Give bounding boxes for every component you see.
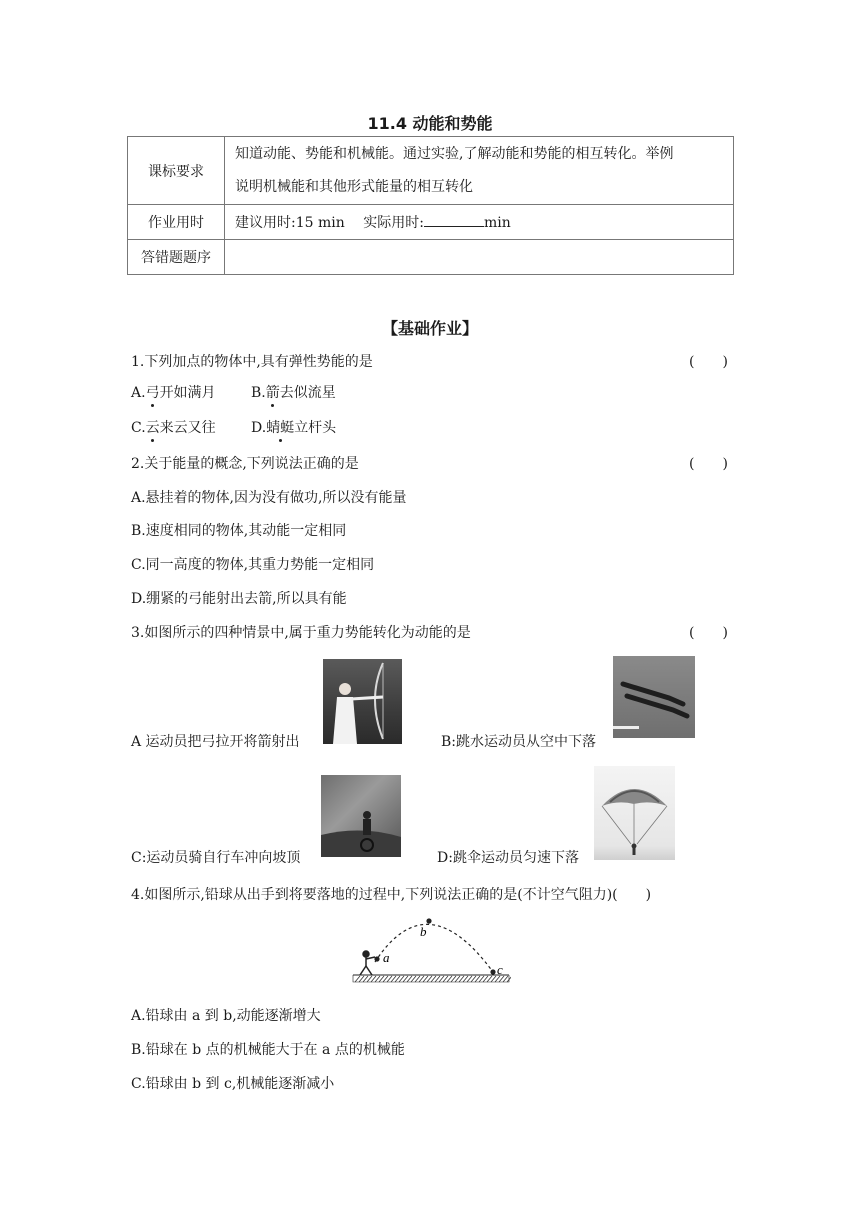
q3-answer-paren[interactable]: ( ) [689, 625, 728, 641]
divers-photo [613, 656, 695, 738]
actual-time-label: 实际用时: [363, 215, 424, 231]
row-value-wrong[interactable] [225, 240, 734, 275]
q4-option-b: B.铅球在 b 点的机械能大于在 a 点的机械能 [131, 1042, 405, 1058]
table-row [128, 137, 734, 205]
cyclist-photo [321, 775, 401, 857]
q1-stem: 1.下列加点的物体中,具有弹性势能的是 [131, 354, 373, 370]
table-row [128, 240, 734, 275]
archer-photo [323, 659, 402, 744]
q4-option-a: A.铅球由 a 到 b,动能逐渐增大 [131, 1008, 321, 1024]
q2-option-d: D.绷紧的弓能射出去箭,所以具有能 [131, 591, 347, 607]
row-value-time [225, 205, 734, 240]
table-row [128, 205, 734, 240]
divers-icon [613, 656, 695, 738]
point-a-marker [374, 956, 379, 961]
suggested-time: 建议用时:15 min [235, 215, 345, 231]
label-b: b [420, 924, 427, 939]
row-label-requirements: 课标要求 [128, 137, 225, 205]
actual-time-blank[interactable] [424, 212, 484, 227]
q3-option-d: D:跳伞运动员匀速下落 [437, 850, 579, 866]
label-a: a [383, 950, 390, 965]
q2-stem: 2.关于能量的概念,下列说法正确的是 [131, 456, 359, 472]
athlete-figure [360, 951, 375, 975]
q1-option-c: C.云来云又往 [131, 420, 216, 436]
q2-option-b: B.速度相同的物体,其动能一定相同 [131, 523, 347, 539]
q1-option-d: D.蜻蜓立杆头 [251, 420, 337, 436]
parachute-icon [594, 766, 675, 860]
q1-option-a: A.弓开如满月 [131, 385, 216, 401]
row-label-time: 作业用时 [128, 205, 225, 240]
shot-put-diagram [351, 912, 511, 986]
requirements-line-2: 说明机械能和其他形式能量的相互转化 [235, 178, 473, 195]
q3-option-c: C:运动员骑自行车冲向坡顶 [131, 850, 301, 866]
q4-stem: 4.如图所示,铅球从出手到将要落地的过程中,下列说法正确的是(不计空气阻力)( ) [131, 887, 652, 903]
info-table [127, 136, 734, 275]
label-c: c [497, 962, 503, 977]
actual-time-unit: min [483, 215, 511, 231]
trajectory-curve [375, 924, 493, 972]
section-title: 【基础作业】 [381, 319, 478, 338]
q1-option-b: B.箭去似流星 [251, 385, 336, 401]
page-title: 11.4 动能和势能 [367, 114, 493, 133]
q3-option-a: A 运动员把弓拉开将箭射出 [131, 734, 300, 750]
emphasis-dot: 弓 [145, 385, 160, 401]
q2-answer-paren[interactable]: ( ) [689, 456, 728, 472]
requirements-line-1: 知道动能、势能和机械能。通过实验,了解动能和势能的相互转化。举例 [235, 145, 674, 162]
archer-icon [323, 659, 402, 744]
emphasis-dot: 箭 [265, 385, 280, 401]
point-b-marker [426, 918, 431, 923]
q2-option-c: C.同一高度的物体,其重力势能一定相同 [131, 557, 375, 573]
row-value-requirements [225, 137, 734, 205]
emphasis-dot: 云 [145, 420, 160, 436]
q1-answer-paren[interactable]: ( ) [689, 354, 728, 370]
cyclist-icon [321, 775, 401, 857]
q4-option-c: C.铅球由 b 到 c,机械能逐渐减小 [131, 1076, 335, 1092]
point-c-marker [490, 969, 495, 974]
q2-option-a: A.悬挂着的物体,因为没有做功,所以没有能量 [131, 490, 407, 506]
ground-hatch [353, 975, 511, 982]
parachute-photo [594, 766, 675, 860]
emphasis-dot: 蜻蜓 [266, 420, 295, 436]
q3-option-b: B:跳水运动员从空中下落 [441, 734, 597, 750]
row-label-wrong: 答错题题序 [128, 240, 225, 275]
q3-stem: 3.如图所示的四种情景中,属于重力势能转化为动能的是 [131, 625, 471, 641]
